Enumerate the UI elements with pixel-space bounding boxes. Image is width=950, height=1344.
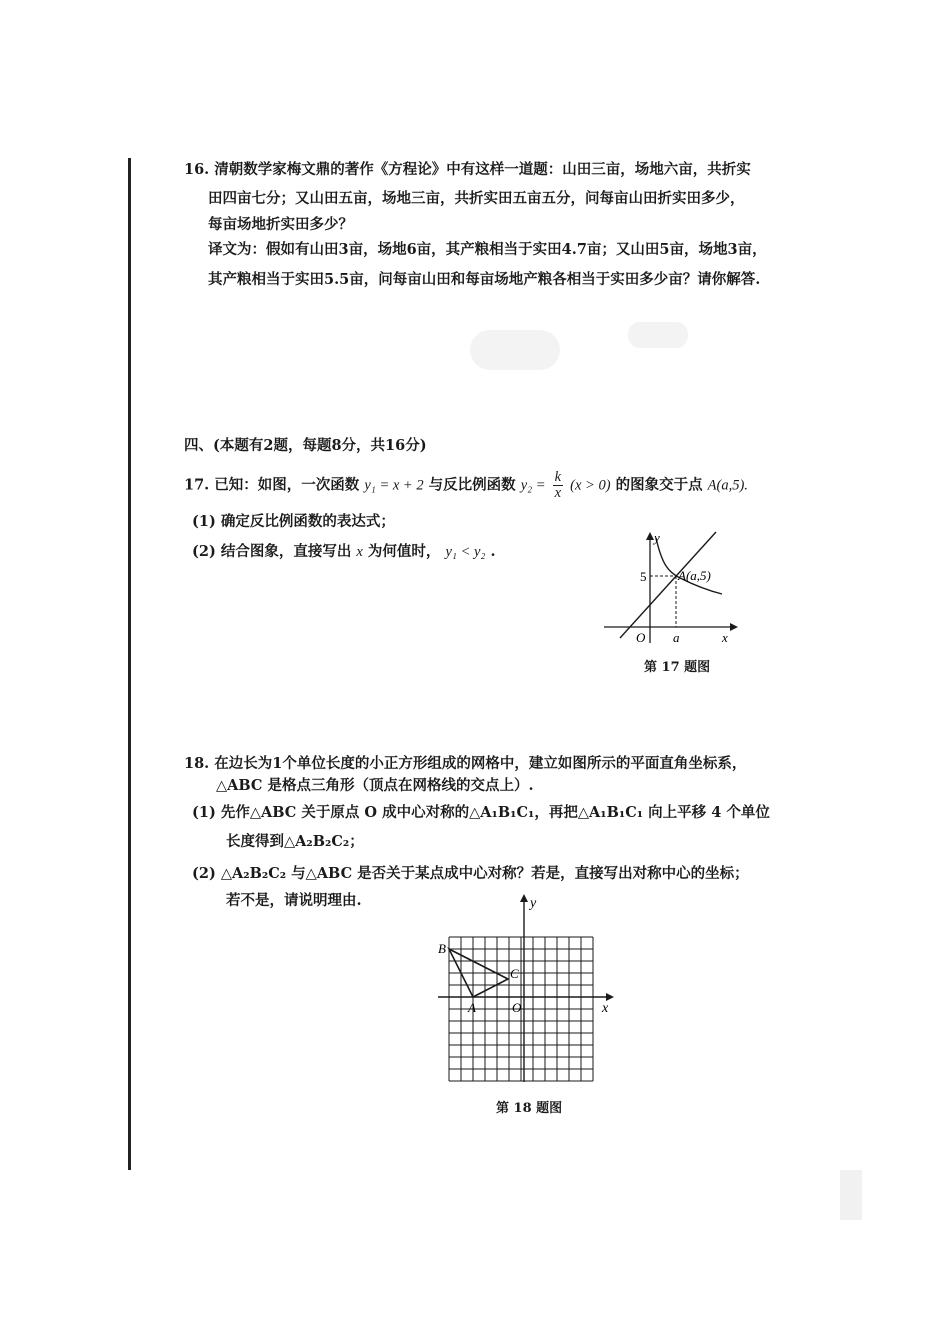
- q17-y-axis-arrow: [646, 532, 654, 540]
- q17-inverse-function-lhs: y₂ =: [520, 477, 546, 494]
- q18-label-a: A: [468, 1000, 476, 1015]
- q17-fraction: [553, 470, 563, 501]
- q17-part-2-x: x: [356, 544, 363, 560]
- q17-linear-function: y₁ = x + 2: [364, 477, 424, 494]
- q17-label-origin: O: [636, 630, 646, 645]
- q17-intersection-point: A(a,5).: [707, 477, 748, 494]
- q18-label-b: B: [438, 941, 446, 956]
- q18-y-axis-arrow: [520, 894, 528, 902]
- q17-domain: (x > 0): [570, 477, 611, 494]
- q16-line-3: 每亩场地折实田多少？: [208, 216, 353, 233]
- q17-intro-a: 17. 已知：如图，一次函数: [184, 476, 360, 494]
- q18-figure: [432, 890, 622, 1086]
- q18-label-y: y: [530, 896, 537, 911]
- q17-figure: [598, 528, 748, 646]
- section-4-heading: 四、(本题有2题，每题8分，共16分): [184, 437, 427, 454]
- q17-fraction-numerator: k: [554, 469, 562, 485]
- q18-part-1-a: (1) 先作△ABC 关于原点 O 成中心对称的△A₁B₁C₁，再把△A₁B₁C₁ 向上平移 4 个单位: [192, 804, 770, 821]
- q18-x-axis-arrow: [606, 993, 614, 1001]
- q17-part-1: (1) 确定反比例函数的表达式；: [192, 513, 395, 530]
- q18-part-2-b: 若不是，请说明理由.: [226, 892, 362, 909]
- q17-fraction-denominator: x: [554, 485, 562, 501]
- q18-label-c: C: [510, 966, 519, 981]
- q17-line-y1: [620, 532, 716, 638]
- q18-caption: 第 18 题图: [496, 1101, 563, 1116]
- q17-x-axis-arrow: [730, 623, 738, 631]
- q17-label-5: 5: [640, 569, 647, 584]
- q17-hyperbola-y2: [656, 538, 722, 594]
- q18-triangle-inner-line: [449, 949, 508, 979]
- q16-translation-line-1: 译文为：假如有山田3亩，场地6亩，其产粮相当于实田4.7亩；又山田5亩，场地3亩，: [208, 241, 767, 258]
- q18-line-1: 18. 在边长为1个单位长度的小正方形组成的网格中，建立如图所示的平面直角坐标系，: [184, 755, 747, 772]
- scan-smudge: [470, 330, 560, 370]
- q18-part-1-b: 长度得到△A₂B₂C₂；: [226, 833, 364, 850]
- q18-label-x: x: [602, 1001, 609, 1016]
- q16-line-2: 田四亩七分；又山田五亩，场地三亩，共折实田五亩五分，问每亩山田折实田多少，: [208, 190, 745, 207]
- q17-label-y: y: [654, 530, 660, 545]
- q17-statement: [184, 470, 748, 501]
- q18-part-2-a: (2) △A₂B₂C₂ 与△ABC 是否关于某点成中心对称？若是，直接写出对称中心的坐标；: [192, 865, 749, 882]
- q18-label-origin: O: [512, 1000, 522, 1015]
- q17-intro-b: 与反比例函数: [428, 476, 516, 494]
- scan-smudge: [628, 322, 688, 348]
- scan-edge-marks: [840, 1170, 862, 1220]
- q16-line-1: 16. 清朝数学家梅文鼎的著作《方程论》中有这样一道题：山田三亩，场地六亩，共折实: [184, 161, 751, 178]
- q17-label-x: x: [722, 630, 728, 645]
- q17-part-2: [192, 542, 496, 562]
- q18-line-2: △ABC 是格点三角形（顶点在网格线的交点上）.: [216, 777, 534, 794]
- q17-part-2-a: (2) 结合图象，直接写出: [192, 543, 352, 560]
- q17-label-a: a: [673, 630, 680, 645]
- q17-part-2-b: 为何值时，: [367, 543, 441, 560]
- page-margin-line: [128, 158, 131, 1170]
- q17-part-2-end: .: [490, 543, 496, 560]
- q17-caption: 第 17 题图: [644, 660, 711, 675]
- q17-intro-c: 的图象交于点: [615, 476, 703, 494]
- q17-label-point: A(a,5): [678, 568, 711, 583]
- q17-part-2-inequality: y₁ < y₂: [445, 544, 486, 560]
- q16-translation-line-2: 其产粮相当于实田5.5亩，问每亩山田和每亩场地产粮各相当于实田多少亩？请你解答.: [208, 271, 761, 288]
